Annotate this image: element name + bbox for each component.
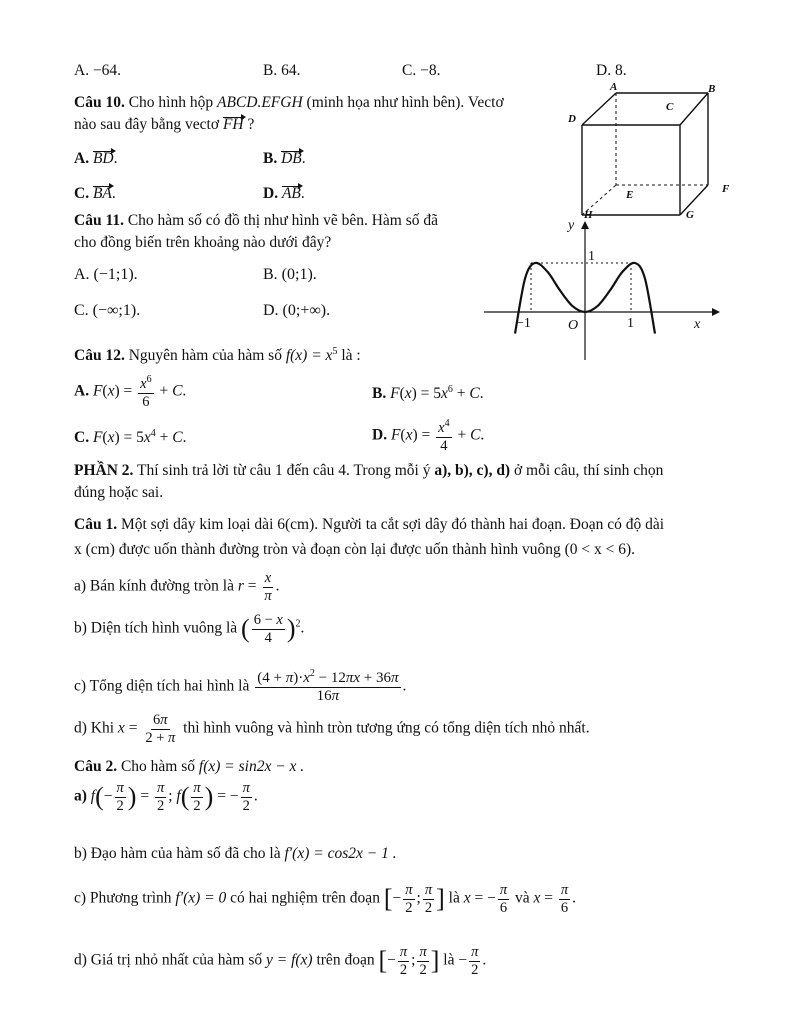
origin-label: O	[568, 318, 579, 333]
q12-label: Câu 12.	[74, 347, 125, 365]
c1-label: Câu 1.	[74, 516, 118, 533]
y-tick-1: 1	[588, 249, 595, 264]
vertex-h: H	[584, 209, 593, 220]
q12-option-a: A. F(x) = $\frac{x^6}{6}$ + C.	[74, 374, 187, 410]
q11-label: Câu 11.	[74, 212, 124, 229]
q10-option-b: B. DB.	[263, 150, 306, 167]
c2-statement-b: b) Đạo hàm của hàm số đã cho là f′(x) = cos2x − 1 .	[74, 845, 397, 862]
x-tick-1: 1	[627, 316, 634, 331]
q11-option-d: D. (0;+∞).	[263, 302, 331, 319]
c1-statement-b: b) Diện tích hình vuông là ( $\frac{6 - x}{4}$ )$^2$.	[74, 612, 305, 646]
q9-option-a: A. −64.	[74, 62, 122, 79]
c2-statement-d: d) Giá trị nhỏ nhất của hàm số y = f(x) trên đoạn [− $\frac{\pi}{2}$ ; $\frac{\pi}{2}$ ] là − $\frac{\pi}{2}$ .	[74, 944, 487, 978]
x-axis-label: x	[694, 317, 701, 332]
vertex-g: G	[686, 209, 694, 220]
vertex-e: E	[626, 189, 634, 201]
q11-option-a: A. (−1;1).	[74, 266, 138, 283]
part2-line2: đúng hoặc sai.	[74, 484, 164, 501]
q10-line1: Câu 10. Cho hình hộp ABCD.EFGH (minh họa như hình bên). Vectơ	[74, 94, 504, 111]
q12-option-b: B. $F(x) = 5x^6 + C$.	[372, 384, 484, 403]
part2-line1: PHẦN 2. Thí sinh trả lời từ câu 1 đến câu 4. Trong mỗi ý a), b), c), d) ở mỗi câu, thí sinh chọn	[74, 462, 664, 479]
vertex-d: D	[568, 113, 576, 125]
function-graph	[476, 215, 726, 365]
c2-statement-c: c) Phương trình f′(x) = 0 có hai nghiệm trên đoạn [− $\frac{\pi}{2}$ ; $\frac{\pi}{2}$ ] là x = − $\frac{\pi}{6}$ và x = $\frac{\pi}{6}$ .	[74, 882, 577, 916]
vertex-a: A	[610, 81, 618, 93]
q11-option-c: C. (−∞;1).	[74, 302, 141, 319]
c1-statement-a: a) Bán kính đường tròn là r = $\frac{x}{\pi}$ .	[74, 570, 280, 604]
q10-option-a: A. BD.	[74, 150, 118, 167]
y-axis-arrow	[581, 221, 589, 229]
q11-line1: Câu 11. Cho hàm số có đồ thị như hình vẽ bên. Hàm số đã	[74, 212, 439, 229]
q12-option-c: C. $F(x) = 5x^4 + C$.	[74, 428, 187, 447]
vector-fh: FH	[222, 116, 244, 133]
vertex-b: B	[708, 83, 716, 95]
x-axis-arrow	[712, 308, 720, 316]
q11-option-b: B. (0;1).	[263, 266, 317, 283]
q10-line2: nào sau đây bằng vectơ FH ?	[74, 116, 255, 133]
q10-option-d: D. AB.	[263, 185, 305, 202]
q9-option-b: B. 64.	[263, 62, 301, 79]
c1-line2: x (cm) được uốn thành đường tròn và đoạn còn lại được uốn thành hình vuông (0 < x < 6).	[74, 541, 636, 558]
q11-line2: cho đồng biến trên khoảng nào dưới đây?	[74, 234, 332, 251]
q10-option-c: C. BA.	[74, 185, 116, 202]
c2-line1: Câu 2. Cho hàm số f(x) = sin2x − x .	[74, 758, 305, 775]
q12-option-d: D. F(x) = $\frac{x^4}{4}$ + C.	[372, 418, 485, 454]
x-tick-minus1: −1	[516, 316, 531, 331]
c1-statement-d: d) Khi x = $\frac{6\pi}{2 + \pi}$ thì hình vuông và hình tròn tương ứng có tổng diện tích nhỏ nhất.	[74, 712, 590, 746]
c2-label: Câu 2.	[74, 758, 118, 775]
q12-line: Câu 12. Nguyên hàm của hàm số $f(x) = x^5$ là :	[74, 346, 361, 365]
c1-line1: Câu 1. Một sợi dây kim loại dài 6(cm). Người ta cắt sợi dây đó thành hai đoạn. Đoạn có độ dài	[74, 516, 665, 533]
c2-statement-a: a) f(− $\frac{\pi}{2}$ ) = $\frac{\pi}{2}$ ; f( $\frac{\pi}{2}$ ) = − $\frac{\pi}{2}$ .	[74, 780, 258, 814]
q10-label: Câu 10.	[74, 94, 125, 111]
box-figure	[560, 80, 740, 220]
q9-option-d: D. 8.	[596, 62, 627, 79]
vertex-c: C	[666, 101, 674, 113]
y-axis-label: y	[568, 218, 575, 233]
vertex-f: F	[722, 183, 730, 195]
part2-title: PHẦN 2.	[74, 462, 134, 479]
q9-option-c: C. −8.	[402, 62, 441, 79]
c1-statement-c: c) Tổng diện tích hai hình là $\frac{(4 + \pi)\cdot x^2 - 12\pi x + 36\pi}{16\pi}$ .	[74, 668, 407, 705]
